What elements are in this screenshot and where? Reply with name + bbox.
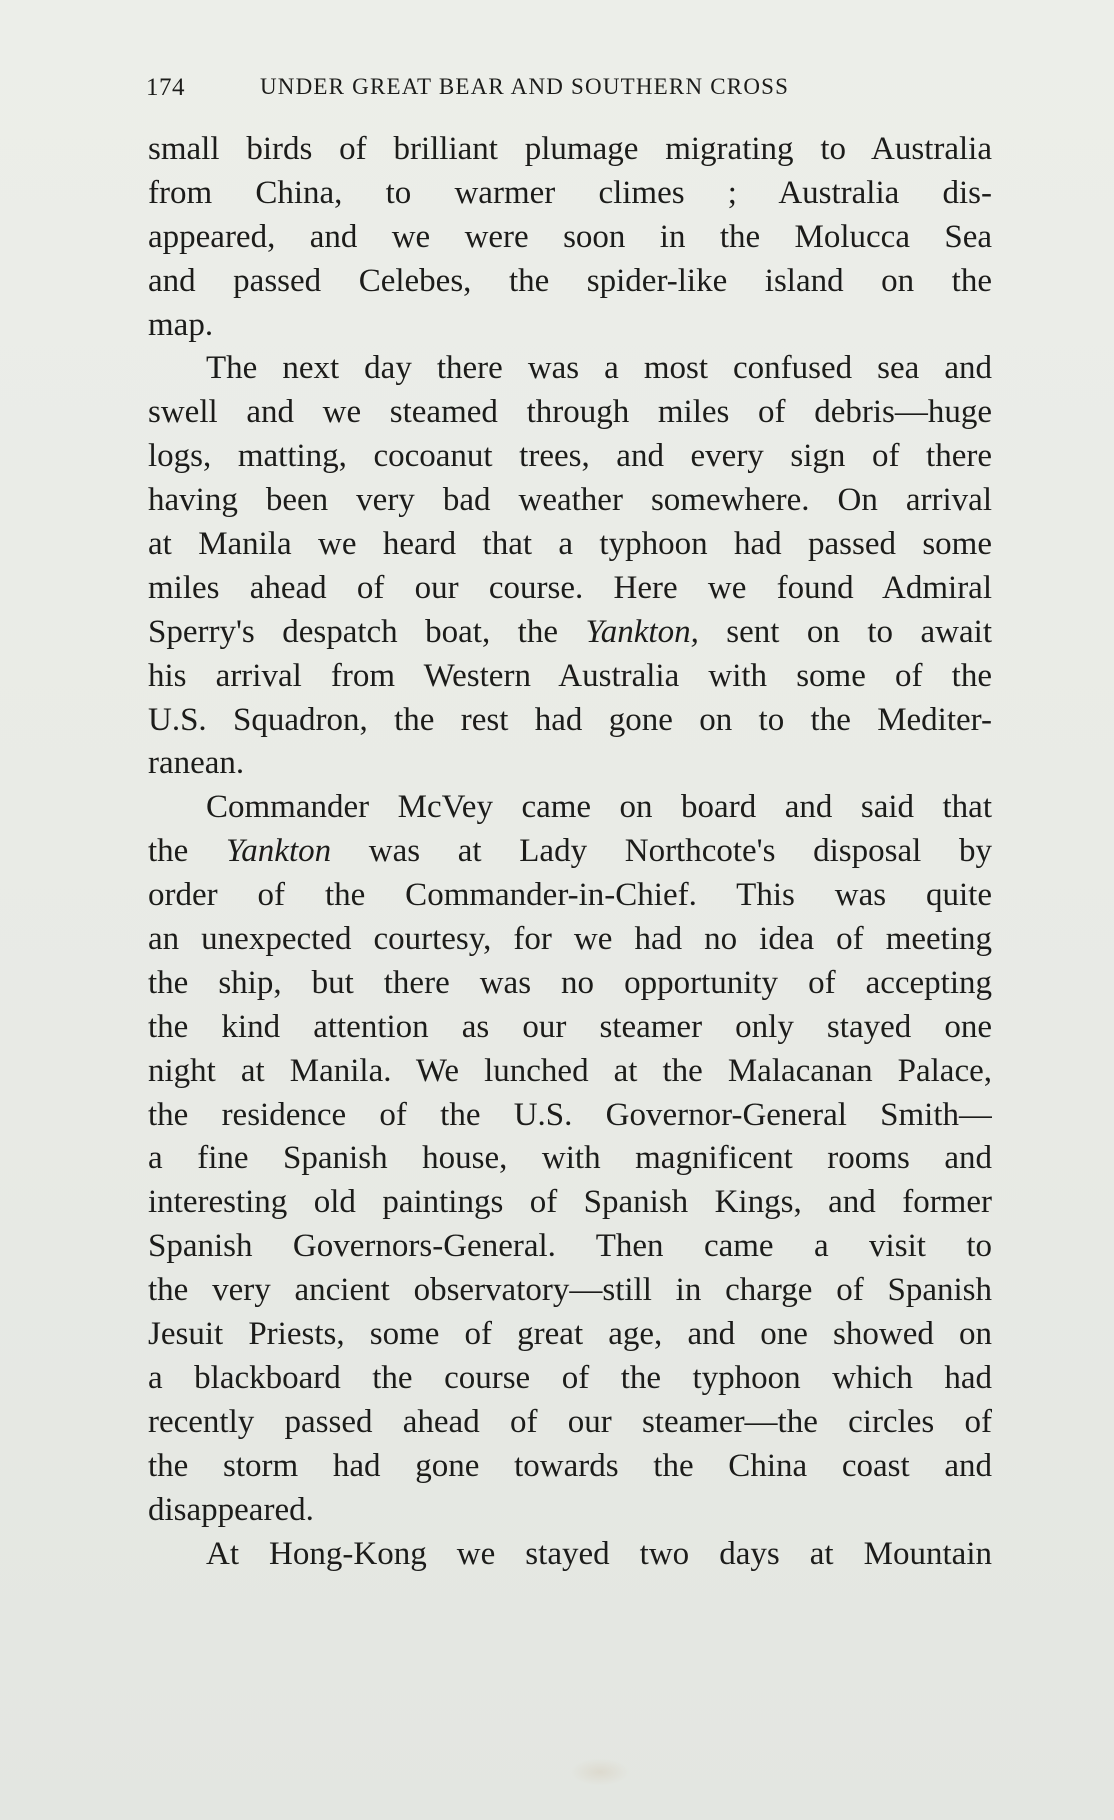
text-segment: Sperry's despatch boat, the bbox=[148, 613, 586, 650]
text-segment: was at Lady Northcote's disposal by bbox=[331, 833, 992, 870]
text-segment: logs, matting, cocoanut trees, and every sign of there bbox=[148, 438, 992, 475]
text-line bbox=[148, 1489, 992, 1533]
text-segment: map. bbox=[148, 306, 214, 343]
text-line bbox=[148, 128, 992, 172]
text-line bbox=[148, 786, 992, 830]
text-line bbox=[148, 611, 992, 655]
text-line bbox=[148, 1094, 992, 1138]
text-segment: Commander McVey came on board and said that bbox=[206, 789, 992, 826]
text-line bbox=[148, 1445, 992, 1489]
text-segment: an unexpected courtesy, for we had no idea of meeting bbox=[148, 921, 992, 958]
text-segment: interesting old paintings of Spanish Kings, and former bbox=[148, 1184, 992, 1221]
text-line bbox=[148, 1401, 992, 1445]
text-segment: having been very bad weather somewhere. On arrival bbox=[148, 482, 992, 519]
text-segment: from China, to warmer climes ; Australia dis- bbox=[148, 174, 992, 211]
body-text bbox=[148, 128, 992, 1576]
text-segment: the bbox=[148, 833, 226, 870]
text-segment: the very ancient observatory—still in charge of Spanish bbox=[148, 1272, 992, 1309]
text-line bbox=[148, 304, 992, 348]
text-segment: and passed Celebes, the spider-like island on the bbox=[148, 262, 992, 299]
text-line bbox=[148, 435, 992, 479]
text-line bbox=[148, 1137, 992, 1181]
ship-name-italic: Yankton bbox=[225, 833, 332, 870]
running-title: UNDER GREAT BEAR AND SOUTHERN CROSS bbox=[260, 74, 790, 99]
page-number: 174 bbox=[146, 74, 185, 101]
text-line bbox=[148, 1357, 992, 1401]
text-line bbox=[148, 1269, 992, 1313]
text-segment: appeared, and we were soon in the Molucca Sea bbox=[148, 218, 992, 255]
text-line bbox=[148, 479, 992, 523]
ship-name-italic: Yankton, bbox=[585, 613, 699, 650]
text-segment: a fine Spanish house, with magnificent rooms and bbox=[148, 1140, 992, 1177]
text-line bbox=[148, 1050, 992, 1094]
paper-smudge bbox=[570, 1758, 630, 1786]
text-line bbox=[148, 172, 992, 216]
text-segment: miles ahead of our course. Here we found Admiral bbox=[148, 569, 992, 606]
text-line bbox=[148, 347, 992, 391]
text-segment: the residence of the U.S. Governor-General Smith— bbox=[148, 1096, 992, 1133]
text-segment: U.S. Squadron, the rest had gone on to the Mediter- bbox=[148, 701, 992, 738]
text-segment: small birds of brilliant plumage migrating to Australia bbox=[148, 131, 992, 167]
text-line bbox=[148, 874, 992, 918]
text-line bbox=[148, 830, 992, 874]
text-line bbox=[148, 260, 992, 304]
text-segment: sent on to await bbox=[698, 613, 992, 650]
text-segment: disappeared. bbox=[148, 1491, 314, 1528]
running-head bbox=[146, 74, 1006, 110]
text-line bbox=[148, 216, 992, 260]
text-segment: recently passed ahead of our steamer—the circles of bbox=[148, 1403, 992, 1440]
text-segment: a blackboard the course of the typhoon which had bbox=[148, 1359, 992, 1396]
text-line bbox=[148, 1313, 992, 1357]
text-segment: swell and we steamed through miles of debris—huge bbox=[148, 394, 992, 431]
text-line bbox=[148, 742, 992, 786]
text-segment: The next day there was a most confused sea and bbox=[206, 350, 992, 387]
text-segment: order of the Commander-in-Chief. This was quite bbox=[148, 877, 992, 914]
text-line bbox=[148, 699, 992, 743]
text-segment: At Hong-Kong we stayed two days at Mountain bbox=[206, 1535, 992, 1572]
text-segment: at Manila we heard that a typhoon had passed some bbox=[148, 526, 992, 563]
text-segment: the ship, but there was no opportunity of accepting bbox=[148, 964, 992, 1001]
text-line bbox=[148, 1181, 992, 1225]
text-line bbox=[148, 1225, 992, 1269]
text-line bbox=[148, 918, 992, 962]
text-segment: ranean. bbox=[148, 745, 245, 782]
text-line bbox=[148, 1533, 992, 1577]
text-segment: Jesuit Priests, some of great age, and one showed on bbox=[148, 1316, 992, 1353]
text-segment: his arrival from Western Australia with some of the bbox=[148, 657, 992, 694]
text-segment: Spanish Governors-General. Then came a visit to bbox=[148, 1228, 992, 1265]
text-line bbox=[148, 567, 992, 611]
text-segment: night at Manila. We lunched at the Malacanan Palace, bbox=[148, 1052, 992, 1089]
text-line bbox=[148, 655, 992, 699]
text-line bbox=[148, 391, 992, 435]
text-segment: the storm had gone towards the China coast and bbox=[148, 1447, 992, 1484]
text-line bbox=[148, 962, 992, 1006]
text-line bbox=[148, 1006, 992, 1050]
text-line bbox=[148, 523, 992, 567]
text-segment: the kind attention as our steamer only stayed one bbox=[148, 1008, 992, 1045]
